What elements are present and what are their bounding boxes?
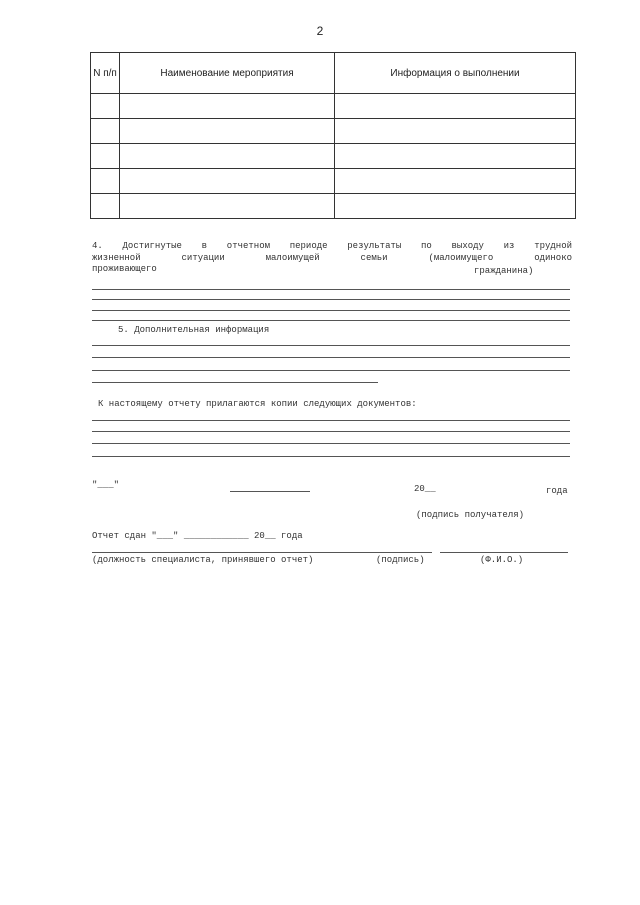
table-cell[interactable]	[335, 169, 576, 194]
fill-line[interactable]	[92, 310, 570, 311]
table-row	[91, 144, 576, 169]
signature-year-suffix: года	[546, 486, 568, 496]
fill-line[interactable]	[92, 382, 378, 383]
table-row	[91, 94, 576, 119]
activities-table	[90, 52, 576, 219]
table-cell[interactable]	[335, 194, 576, 219]
fill-line[interactable]	[92, 345, 570, 346]
table-cell[interactable]	[120, 169, 335, 194]
section4-line2: жизненной ситуации малоимущей семьи (малоимущего одиноко	[92, 253, 572, 263]
header-number: N п/п	[91, 53, 120, 94]
fill-line[interactable]	[92, 299, 570, 300]
fill-line[interactable]	[92, 420, 570, 421]
table-cell[interactable]	[91, 144, 120, 169]
report-submitted-label: Отчет сдан "___" ____________ 20__ года	[92, 531, 303, 541]
table-cell[interactable]	[120, 94, 335, 119]
table-cell[interactable]	[120, 194, 335, 219]
name-line[interactable]	[440, 552, 568, 553]
table-row	[91, 169, 576, 194]
fill-line[interactable]	[92, 370, 570, 371]
header-activity: Наименование мероприятия	[120, 53, 335, 94]
section4-line1: 4. Достигнутые в отчетном периоде результаты по выходу из трудной	[92, 241, 572, 251]
table-cell[interactable]	[335, 144, 576, 169]
page-number: 2	[316, 24, 324, 38]
caption-position: (должность специалиста, принявшего отчет)	[92, 555, 314, 565]
table-cell[interactable]	[91, 94, 120, 119]
caption-name: (Ф.И.О.)	[480, 555, 524, 565]
section5-title: 5. Дополнительная информация	[118, 325, 270, 335]
fill-line[interactable]	[92, 431, 570, 432]
caption-signature: (подпись)	[376, 555, 425, 565]
fill-line[interactable]	[92, 357, 570, 358]
table-cell[interactable]	[91, 194, 120, 219]
table-cell[interactable]	[91, 169, 120, 194]
table-header-row	[91, 53, 576, 94]
table-cell[interactable]	[91, 119, 120, 144]
table-row	[91, 194, 576, 219]
signature-month-line[interactable]	[230, 491, 310, 492]
fill-line[interactable]	[92, 456, 570, 457]
signature-date-quote: "___"	[92, 480, 120, 490]
table-cell[interactable]	[120, 144, 335, 169]
section4-line3-left: проживающего	[92, 264, 157, 274]
fill-line[interactable]	[92, 443, 570, 444]
table-cell[interactable]	[335, 119, 576, 144]
table-cell[interactable]	[120, 119, 335, 144]
position-line[interactable]	[92, 552, 432, 553]
table-row	[91, 119, 576, 144]
table-cell[interactable]	[335, 94, 576, 119]
signature-year-prefix: 20__	[414, 484, 436, 494]
attachments-title: К настоящему отчету прилагаются копии следующих документов:	[98, 399, 417, 409]
signature-caption: (подпись получателя)	[416, 510, 525, 520]
header-execution-info: Информация о выполнении	[335, 53, 576, 94]
fill-line[interactable]	[92, 320, 570, 321]
fill-line[interactable]	[92, 289, 570, 290]
section4-line3-right: гражданина)	[474, 266, 534, 276]
